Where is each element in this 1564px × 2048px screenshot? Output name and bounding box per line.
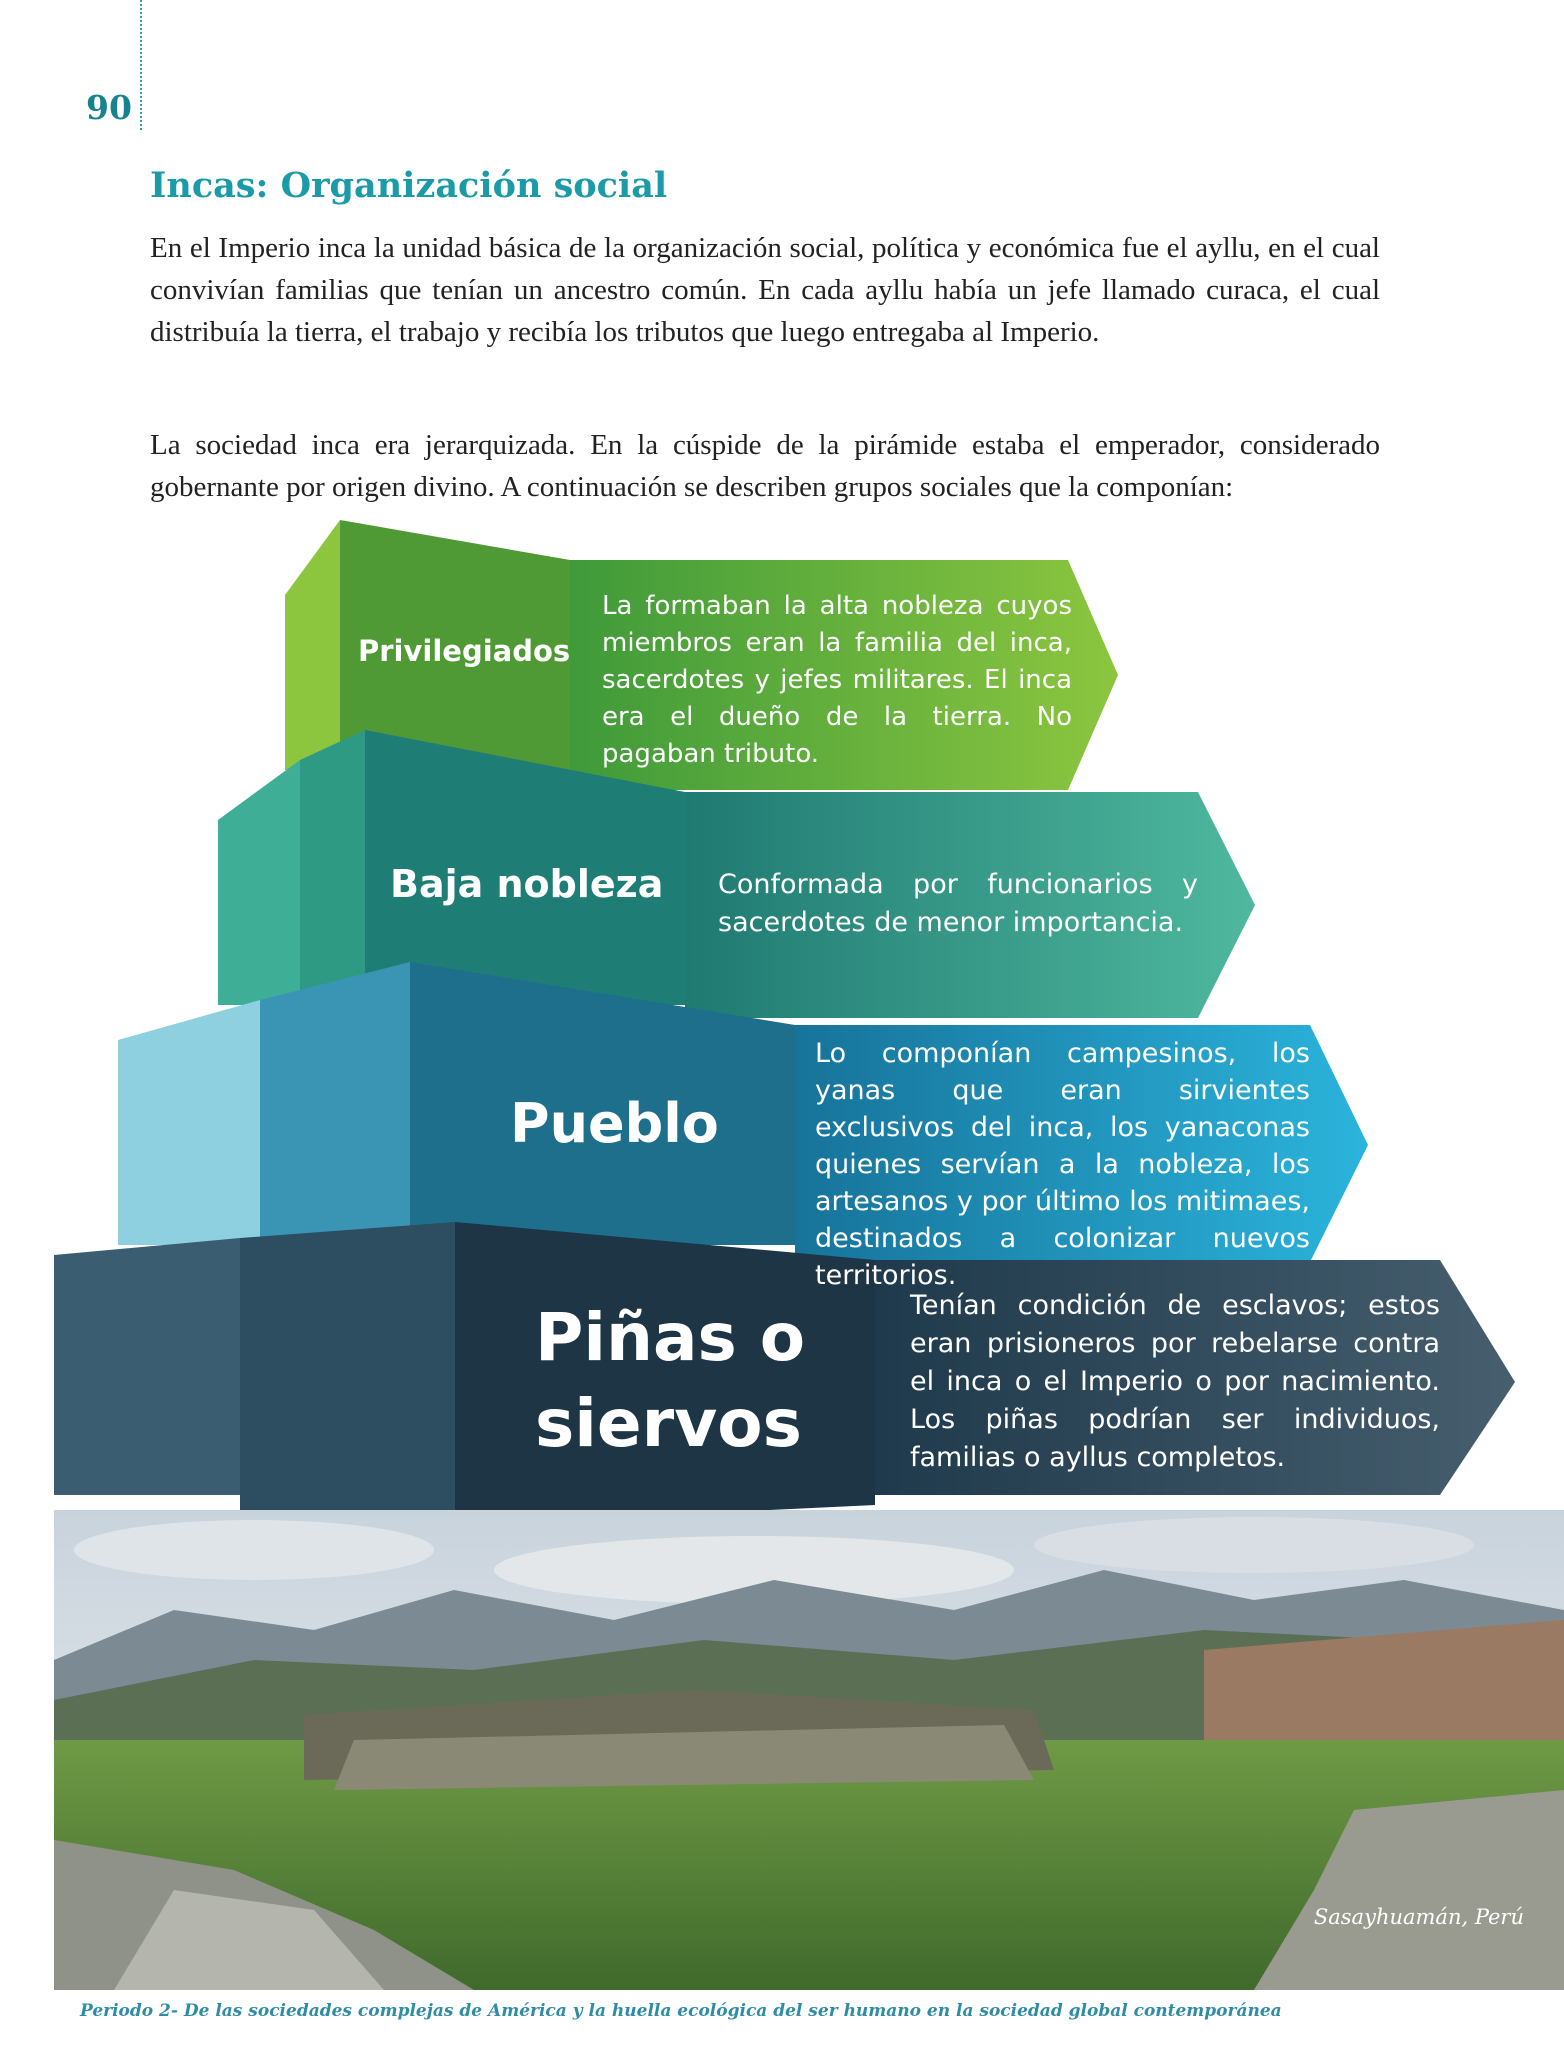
photo-caption: Sasayhuamán, Perú: [1313, 1905, 1524, 1929]
level-label-pinas-o-siervos: Piñas o siervos: [535, 1299, 806, 1462]
footer-text: Periodo 2- De las sociedades complejas de América y la huella ecológica del ser humano en la sociedad global contemporánea: [80, 2001, 1282, 2021]
level-description-pueblo: Lo componían campesinos, los yanas que eran sirvientes exclusivos del inca, los yanaconas quienes servían a la nobleza, los artesanos y por último los mitimaes, destinados a colonizar nuevos territorios.: [815, 1038, 1310, 1291]
landscape-photo: [54, 1510, 1564, 1990]
intro-paragraph: En el Imperio inca la unidad básica de la organización social, política y económica fue el ayllu, en el cual convivían familias que tenían un ancestro común. En cada ayllu había un jefe llamado curaca, el cual distribuía la tierra, el trabajo y recibía los tributos que luego entregaba al Imperio.: [150, 232, 1380, 348]
section-title: Incas: Organización social: [150, 165, 668, 206]
level-label-baja-nobleza: Baja nobleza: [390, 862, 664, 906]
level-label-pueblo: Pueblo: [510, 1092, 719, 1155]
level-description-baja-nobleza: Conformada por funcionarios y sacerdotes de menor importancia.: [718, 869, 1198, 938]
hierarchy-paragraph: La sociedad inca era jerarquizada. En la cúspide de la pirámide estaba el emperador, considerado gobernante por origen divino. A continuación se describen grupos sociales que la componían:: [150, 429, 1380, 503]
page-number: 90: [86, 88, 132, 127]
level-description-privilegiados: La formaban la alta nobleza cuyos miembros eran la familia del inca, sacerdotes y jefes militares. El inca era el dueño de la tierra. No pagaban tributo.: [602, 591, 1072, 769]
level-label-privilegiados: Privilegiados: [358, 634, 571, 668]
level-description-pinas-o-siervos: Tenían condición de esclavos; estos eran prisioneros por rebelarse contra el inca o el Imperio o por nacimiento. Los piñas podrían ser individuos, familias o ayllus completos.: [910, 1290, 1440, 1473]
